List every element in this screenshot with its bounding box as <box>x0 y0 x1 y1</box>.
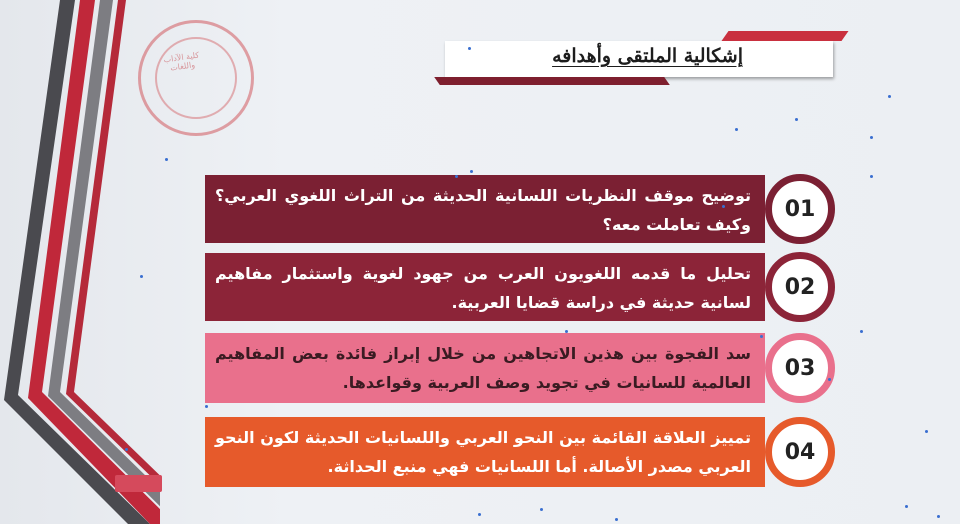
decorative-dot <box>565 330 568 333</box>
decorative-dot <box>905 505 908 508</box>
decorative-dot <box>455 175 458 178</box>
bottom-accent-bar <box>115 475 162 492</box>
title-banner <box>445 41 833 77</box>
decorative-dot <box>795 118 798 121</box>
objective-text-4: تمييز العلاقة القائمة بين النحو العربي واللسانيات الحديثة لكون النحو العربي مصدر الأصالة. أما اللسانيات فهي منبع الحداثة. <box>205 417 765 487</box>
decorative-dot <box>870 175 873 178</box>
decorative-dot <box>937 515 940 518</box>
objective-number-4: 04 <box>765 417 835 487</box>
decorative-dot <box>205 405 208 408</box>
objective-item-4 <box>205 417 835 487</box>
decorative-dot <box>468 47 471 50</box>
decorative-dot <box>540 508 543 511</box>
official-stamp: كلية الآداب واللغات <box>138 20 254 136</box>
objective-text-2: تحليل ما قدمه اللغويون العرب من جهود لغوية واستثمار مفاهيم لسانية حديثة في دراسة قضايا العربية. <box>205 253 765 321</box>
objective-text-1: توضيح موقف النظريات اللسانية الحديثة من التراث اللغوي العربي؟ وكيف تعاملت معه؟ <box>205 175 765 243</box>
decorative-dot <box>888 95 891 98</box>
title-accent-bottom <box>434 77 670 85</box>
decorative-dot <box>925 430 928 433</box>
objective-text-3: سد الفجوة بين هذين الاتجاهين من خلال إبراز فائدة بعض المفاهيم العالمية للسانيات في تجويد وصف العربية وقواعدها. <box>205 333 765 403</box>
decorative-dot <box>860 330 863 333</box>
decorative-dot <box>870 136 873 139</box>
decorative-dot <box>722 205 725 208</box>
decorative-dot <box>828 378 831 381</box>
decorative-dot <box>760 335 763 338</box>
decorative-dot <box>478 513 481 516</box>
objective-number-1: 01 <box>765 174 835 244</box>
left-decoration <box>0 0 160 524</box>
decorative-dot <box>735 128 738 131</box>
decorative-dot <box>470 170 473 173</box>
objective-number-2: 02 <box>765 252 835 322</box>
objective-item-1 <box>205 175 835 243</box>
decorative-dot <box>125 448 128 451</box>
page-title: إشكالية الملتقى وأهدافه <box>552 45 743 67</box>
title-accent-top <box>721 31 848 41</box>
decorative-dot <box>140 275 143 278</box>
objective-number-3: 03 <box>765 333 835 403</box>
objective-item-2 <box>205 253 835 321</box>
decorative-dot <box>615 518 618 521</box>
decorative-dot <box>165 158 168 161</box>
objective-item-3 <box>205 333 835 403</box>
